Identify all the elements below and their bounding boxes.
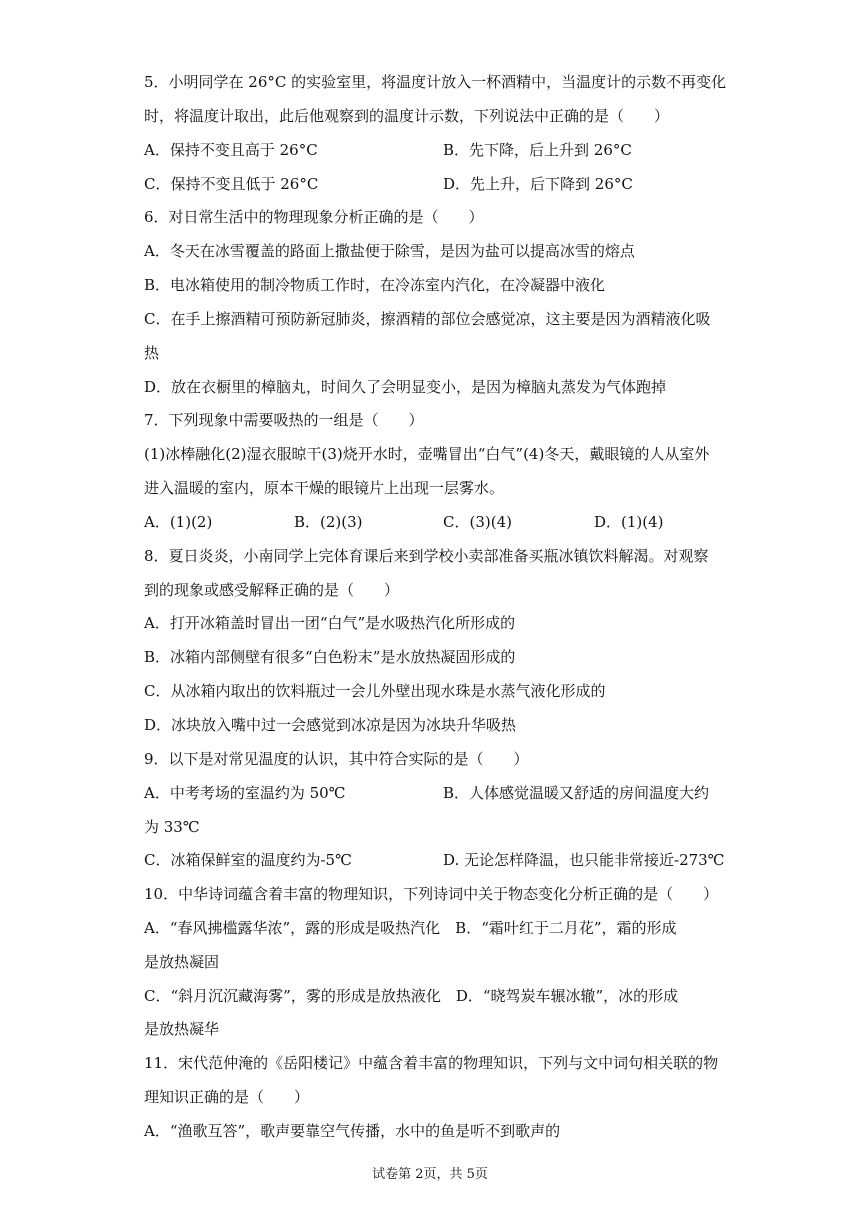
q8-option-c: C．从冰箱内取出的饮料瓶过一会儿外壁出现水珠是水蒸气液化形成的 [144, 682, 606, 700]
q7-option-c: C．(3)(4) [443, 513, 512, 531]
q7-text-line1: (1)冰棒融化(2)湿衣服晾干(3)烧开水时，壶嘴冒出“白气”(4)冬天，戴眼镜的人从室外 [144, 445, 710, 463]
q6-option-c-line1: C．在手上擦酒精可预防新冠肺炎，擦酒精的部位会感觉凉，这主要是因为酒精液化吸 [144, 310, 711, 328]
q6-option-a: A．冬天在冰雪覆盖的路面上撒盐便于除雪，是因为盐可以提高冰雪的熔点 [144, 242, 635, 260]
q9-stem: 9．以下是对常见温度的认识，其中符合实际的是（ ） [144, 750, 529, 768]
q5-stem-line1: 5．小明同学在 26°C 的实验室里，将温度计放入一杯酒精中，当温度计的示数不再变化 [144, 73, 727, 91]
q5-option-a: A．保持不变且高于 26°C [144, 141, 318, 159]
q5-option-c: C．保持不变且低于 26°C [144, 175, 319, 193]
q5-option-b: B．先下降，后上升到 26°C [443, 141, 632, 159]
q8-option-a: A．打开冰箱盖时冒出一团“白气”是水吸热汽化所形成的 [144, 614, 516, 632]
q8-option-d: D．冰块放入嘴中过一会感觉到冰凉是因为冰块升华吸热 [144, 716, 517, 734]
q8-stem-line2: 到的现象或感受解释正确的是（ ） [144, 581, 400, 599]
q6-option-b: B．电冰箱使用的制冷物质工作时，在冷冻室内汽化，在冷凝器中液化 [144, 276, 606, 294]
q7-option-b: B．(2)(3) [294, 513, 363, 531]
q5-option-d: D．先上升，后下降到 26°C [443, 175, 633, 193]
q11-option-a: A．“渔歌互答”，歌声要靠空气传播，水中的鱼是听不到歌声的 [144, 1122, 561, 1140]
q9-option-b: B．人体感觉温暖又舒适的房间温度大约 [443, 784, 710, 802]
q5-stem-line2: 时，将温度计取出，此后他观察到的温度计示数，下列说法中正确的是（ ） [144, 107, 670, 125]
q7-stem: 7．下列现象中需要吸热的一组是（ ） [144, 411, 424, 429]
q9-option-d: D. 无论怎样降温，也只能非常接近-273℃ [443, 851, 725, 869]
q6-option-d: D．放在衣橱里的樟脑丸，时间久了会明显变小，是因为樟脑丸蒸发为气体跑掉 [144, 378, 667, 396]
q9-option-a: A．中考考场的室温约为 50℃ [144, 784, 346, 802]
q8-option-b: B．冰箱内部侧壁有很多“白色粉末”是水放热凝固形成的 [144, 648, 516, 666]
q8-stem-line1: 8．夏日炎炎，小南同学上完体育课后来到学校小卖部准备买瓶冰镇饮料解渴。对观察 [144, 547, 709, 565]
q10-options-cd: C．“斜月沉沉藏海雾”，雾的形成是放热液化 D．“晓驾炭车辗冰辙”，冰的形成 [144, 987, 679, 1005]
q7-text-line2: 进入温暖的室内，原本干燥的眼镜片上出现一层雾水。 [144, 479, 505, 497]
q6-stem: 6．对日常生活中的物理现象分析正确的是（ ） [144, 208, 484, 226]
page-footer: 试卷第 2页，共 5页 [372, 1167, 488, 1182]
q9-option-c: C．冰箱保鲜室的温度约为-5℃ [144, 851, 352, 869]
q10-stem: 10．中华诗词蕴含着丰富的物理知识，下列诗词中关于物态变化分析正确的是（ ） [144, 885, 719, 903]
q7-option-d: D．(1)(4) [594, 513, 664, 531]
q10-options-ab: A．“春风拂槛露华浓”，露的形成是吸热汽化 B．“霜叶红于二月花”，霜的形成 [144, 919, 677, 937]
q10-options-cd-line2: 是放热凝华 [144, 1020, 220, 1038]
q11-stem-line1: 11．宋代范仲淹的《岳阳楼记》中蕴含着丰富的物理知识，下列与文中词句相关联的物 [144, 1054, 719, 1072]
q9-option-b-line2: 为 33℃ [144, 818, 200, 836]
q6-option-c-line2: 热 [144, 344, 160, 362]
q7-option-a: A．(1)(2) [144, 513, 213, 531]
q10-options-ab-line2: 是放热凝固 [144, 953, 220, 971]
q11-stem-line2: 理知识正确的是（ ） [144, 1088, 310, 1106]
